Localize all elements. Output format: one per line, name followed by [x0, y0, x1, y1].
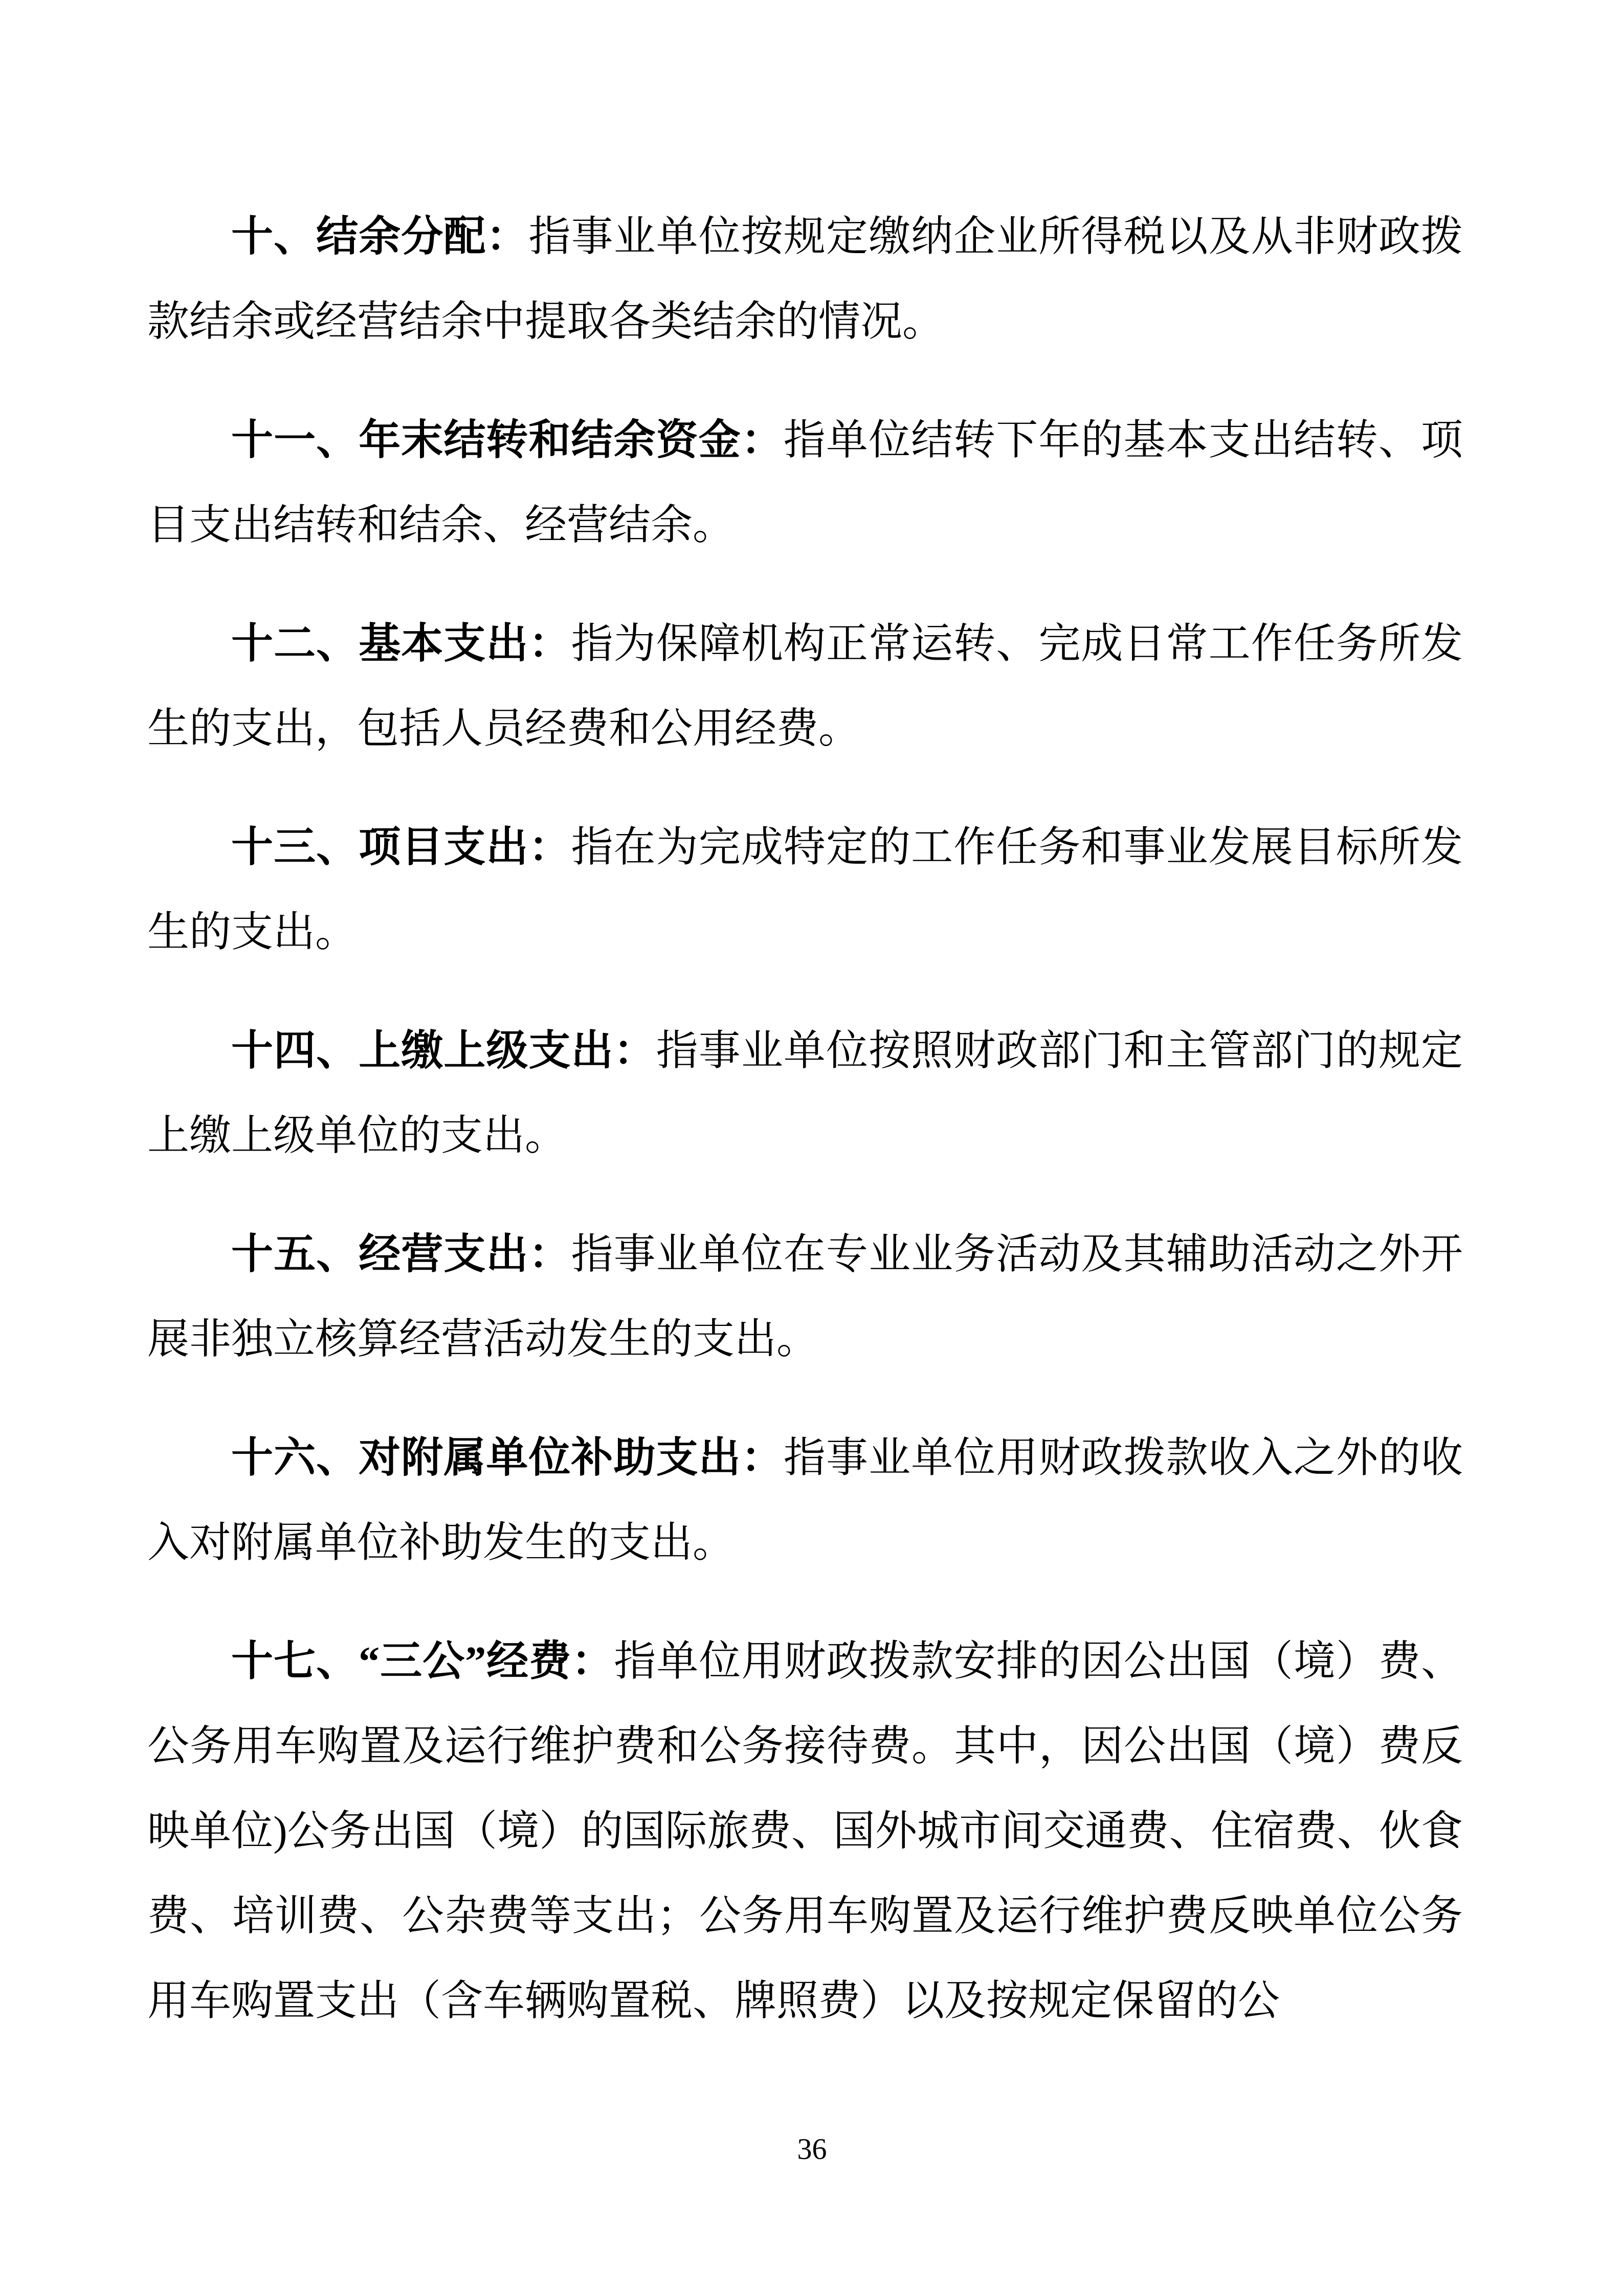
term-label: 十六、对附属单位补助支出：	[231, 1434, 784, 1481]
definition-paragraph	[147, 601, 1463, 771]
term-label: 十三、项目支出：	[231, 824, 571, 870]
definition-paragraph	[147, 194, 1463, 364]
term-definition: 指事业单位用财政拨款收入之外的收入对附属单位补助发生的支出。	[147, 1434, 1463, 1566]
term-label: 十、结余分配：	[231, 213, 529, 260]
term-definition: 指为保障机构正常运转、完成日常工作任务所发生的支出，包括人员经费和公用经费。	[147, 620, 1463, 752]
term-label: 十五、经营支出：	[231, 1231, 571, 1277]
definition-paragraph	[147, 805, 1463, 975]
definition-paragraph	[147, 1415, 1463, 1585]
document-body	[147, 194, 1463, 2077]
term-label: 十七、“三公”经费：	[231, 1638, 614, 1684]
definition-paragraph	[147, 398, 1463, 568]
definition-paragraph	[147, 1619, 1463, 2043]
page-number: 36	[797, 2132, 827, 2166]
term-label: 十一、年末结转和结余资金：	[231, 417, 784, 463]
term-definition: 指在为完成特定的工作任务和事业发展目标所发生的支出。	[147, 824, 1463, 955]
term-definition: 指事业单位按规定缴纳企业所得税以及从非财政拨款结余或经营结余中提取各类结余的情况。	[147, 213, 1463, 345]
definition-paragraph	[147, 1008, 1463, 1178]
term-definition: 指事业单位按照财政部门和主管部门的规定上缴上级单位的支出。	[147, 1027, 1463, 1159]
term-definition: 指事业单位在专业业务活动及其辅助活动之外开展非独立核算经营活动发生的支出。	[147, 1231, 1463, 1362]
term-label: 十四、上缴上级支出：	[231, 1027, 656, 1074]
term-definition: 指单位结转下年的基本支出结转、项目支出结转和结余、经营结余。	[147, 417, 1463, 548]
definition-paragraph	[147, 1212, 1463, 1382]
term-definition: 指单位用财政拨款安排的因公出国（境）费、公务用车购置及运行维护费和公务接待费。其中，因公出国（境）费反映单位)公务出国（境）的国际旅费、国外城市间交通费、住宿费、伙食费、培训费、公杂费等支出；公务用车购置及运行维护费反映单位公务用车购置支出（含车辆购置税、牌照费）以及按规定保留的公	[147, 1638, 1463, 2024]
term-label: 十二、基本支出：	[231, 620, 571, 667]
